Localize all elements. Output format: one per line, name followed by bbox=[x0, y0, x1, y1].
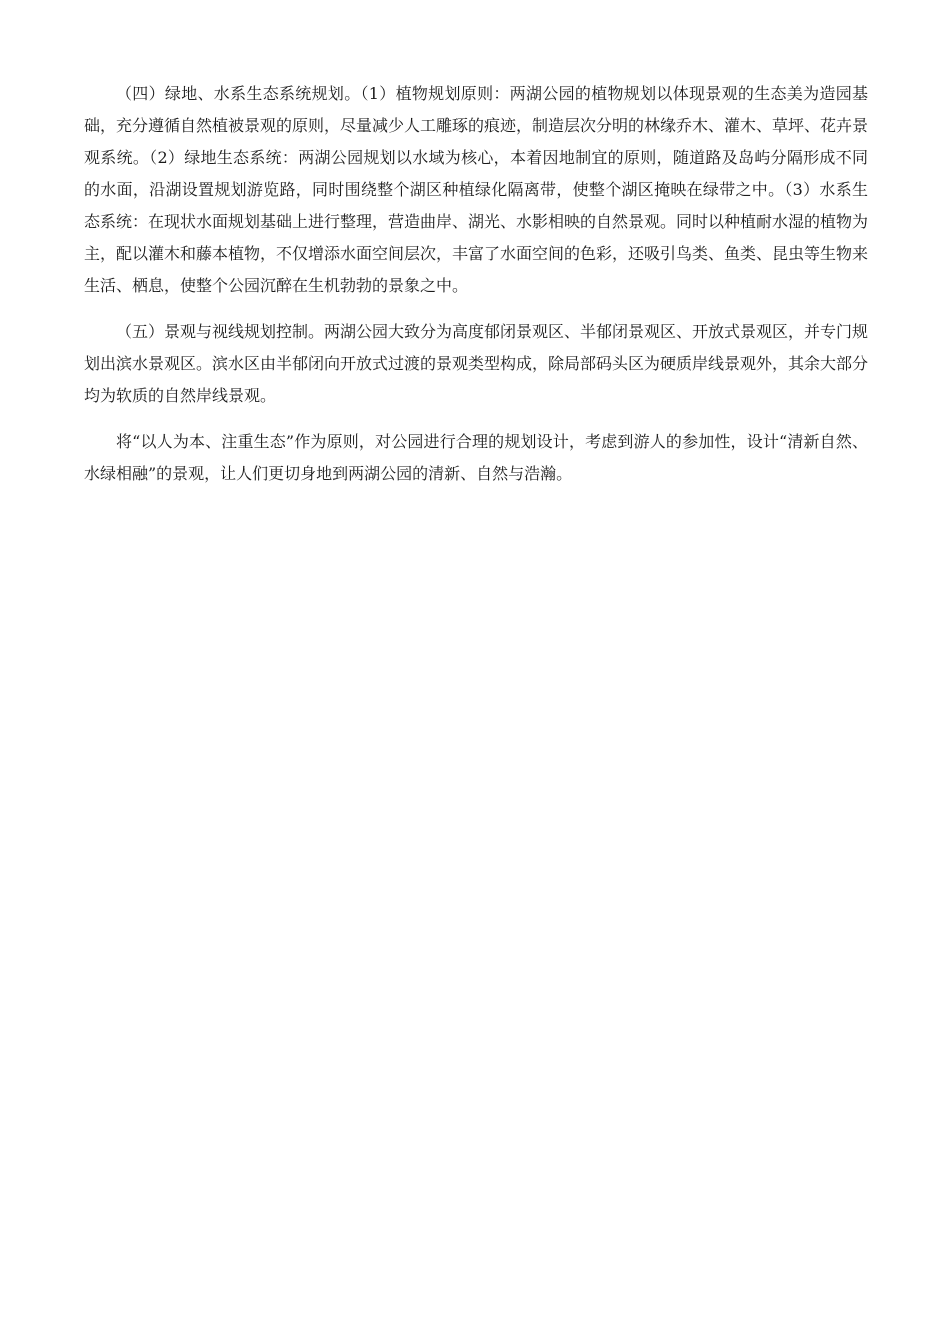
paragraph-design-principle: 将“以人为本、注重生态”作为原则，对公园进行合理的规划设计，考虑到游人的参加性，设计“清新自然、水绿相融”的景观，让人们更切身地到两湖公园的清新、自然与浩瀚。 bbox=[84, 432, 868, 483]
paragraph-green-water-ecosystem: （四）绿地、水系生态系统规划。（1）植物规划原则：两湖公园的植物规划以体现景观的生态美为造园基础，充分遵循自然植被景观的原则，尽量减少人工雕琢的痕迹，制造层次分明的林缘乔木、灌木、草坪、花卉景观系统。（2）绿地生态系统：两湖公园规划以水域为核心，本着因地制宜的原则，随道路及岛屿分隔形成不同的水面，沿湖设置规划游览路，同时围绕整个湖区种植绿化隔离带，使整个湖区掩映在绿带之中。（3）水系生态系统：在现状水面规划基础上进行整理，营造曲岸、湖光、水影相映的自然景观。同时以种植耐水湿的植物为主，配以灌木和藤本植物，不仅增添水面空间层次，丰富了水面空间的色彩，还吸引鸟类、鱼类、昆虫等生物来生活、栖息，使整个公园沉醉在生机勃勃的景象之中。 bbox=[84, 84, 869, 295]
paragraph-landscape-sightline: （五）景观与视线规划控制。两湖公园大致分为高度郁闭景观区、半郁闭景观区、开放式景观区，并专门规划出滨水景观区。滨水区由半郁闭向开放式过渡的景观类型构成，除局部码头区为硬质岸线景观外，其余大部分均为软质的自然岸线景观。 bbox=[84, 322, 869, 405]
document-body bbox=[84, 78, 868, 504]
